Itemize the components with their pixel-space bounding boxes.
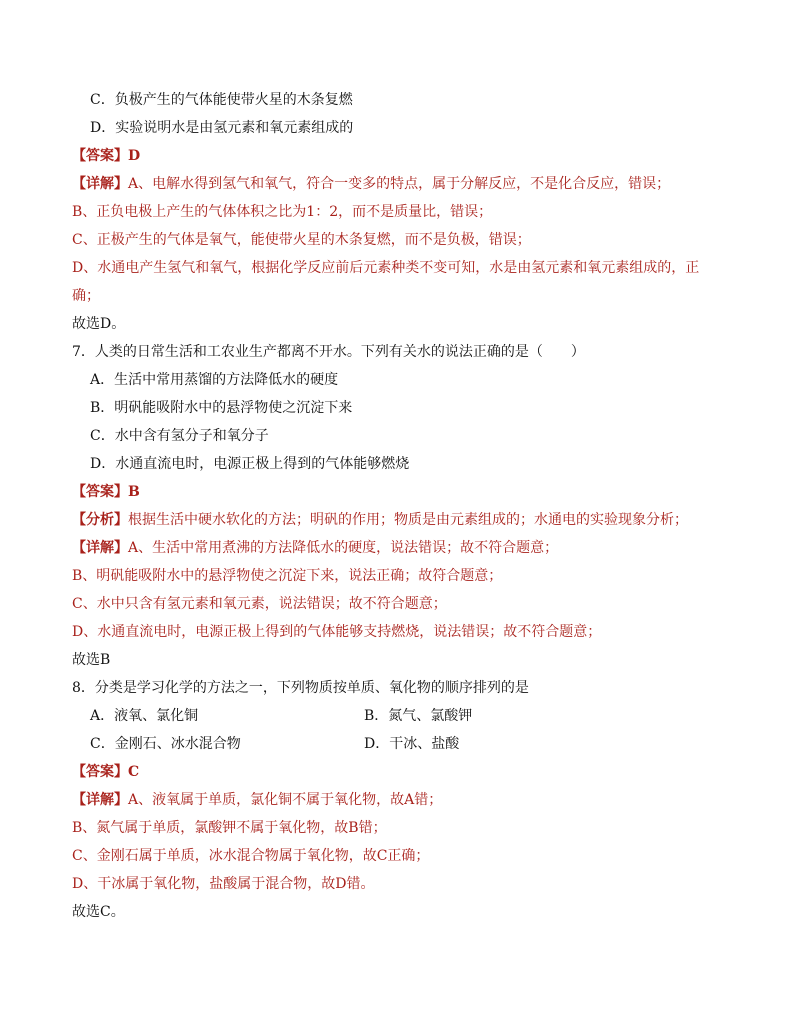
q8-option-c: C．金刚石、冰水混合物 bbox=[90, 736, 241, 752]
detail-tag: 【详解】 bbox=[72, 540, 128, 556]
q6-detail-row bbox=[72, 174, 670, 194]
q6-detail-b: B、正负电极上产生的气体体积之比为1：2，而不是质量比，错误； bbox=[72, 204, 493, 220]
detail-tag: 【详解】 bbox=[72, 176, 128, 192]
q7-option-b: B．明矾能吸附水中的悬浮物使之沉淀下来 bbox=[90, 400, 353, 416]
q8-detail-c: C、金刚石属于单质，冰水混合物属于氧化物，故C正确； bbox=[72, 848, 430, 864]
q7-detail-row bbox=[72, 538, 558, 558]
q6-detail-d-cont: 确； bbox=[72, 288, 100, 304]
q6-option-d: D．实验说明水是由氢元素和氧元素组成的 bbox=[90, 120, 354, 136]
analysis-tag: 【分析】 bbox=[72, 512, 128, 528]
q6-detail-c: C、正极产生的气体是氧气，能使带火星的木条复燃，而不是负极，错误； bbox=[72, 232, 531, 248]
q7-analysis-row bbox=[72, 510, 688, 530]
answer-value: C bbox=[128, 764, 140, 780]
detail-text: A、电解水得到氢气和氧气，符合一变多的特点，属于分解反应，不是化合反应，错误； bbox=[128, 176, 671, 192]
detail-tag: 【详解】 bbox=[72, 792, 128, 808]
q7-detail-c: C、水中只含有氢元素和氧元素，说法错误；故不符合题意； bbox=[72, 596, 447, 612]
q6-answer-row bbox=[72, 146, 140, 166]
q8-stem: 8．分类是学习化学的方法之一，下列物质按单质、氧化物的顺序排列的是 bbox=[72, 680, 529, 696]
q8-detail-b: B、氮气属于单质，氯酸钾不属于氧化物，故B错； bbox=[72, 820, 387, 836]
detail-text: A、液氧属于单质，氯化铜不属于氧化物，故A错； bbox=[128, 792, 443, 808]
q8-option-b: B．氮气、氯酸钾 bbox=[364, 708, 473, 724]
answer-tag: 【答案】 bbox=[72, 484, 128, 500]
q8-answer-row bbox=[72, 762, 139, 782]
q7-detail-b: B、明矾能吸附水中的悬浮物使之沉淀下来，说法正确；故符合题意； bbox=[72, 568, 503, 584]
answer-value: D bbox=[128, 148, 141, 164]
q8-option-d: D．干冰、盐酸 bbox=[364, 736, 460, 752]
q6-option-c: C．负极产生的气体能使带火星的木条复燃 bbox=[90, 92, 353, 108]
q8-detail-row bbox=[72, 790, 442, 810]
q6-detail-d: D、水通电产生氢气和氧气，根据化学反应前后元素种类不变可知，水是由氢元素和氧元素组成的，正 bbox=[72, 260, 700, 276]
q7-stem: 7．人类的日常生活和工农业生产都离不开水。下列有关水的说法正确的是（ ） bbox=[72, 344, 585, 360]
answer-value: B bbox=[128, 484, 140, 500]
q7-option-c: C．水中含有氢分子和氧分子 bbox=[90, 428, 269, 444]
q8-detail-d: D、干冰属于氧化物，盐酸属于混合物，故D错。 bbox=[72, 876, 375, 892]
analysis-text: 根据生活中硬水软化的方法；明矾的作用；物质是由元素组成的；水通电的实验现象分析； bbox=[128, 512, 688, 528]
q8-option-a: A．液氧、氯化铜 bbox=[90, 708, 199, 724]
answer-tag: 【答案】 bbox=[72, 764, 128, 780]
answer-tag: 【答案】 bbox=[72, 148, 128, 164]
q7-conclusion: 故选B bbox=[72, 652, 111, 668]
q7-option-d: D．水通直流电时，电源正极上得到的气体能够燃烧 bbox=[90, 456, 410, 472]
q7-answer-row bbox=[72, 482, 140, 502]
q7-detail-d: D、水通直流电时，电源正极上得到的气体能够支持燃烧，说法错误；故不符合题意； bbox=[72, 624, 602, 640]
q6-conclusion: 故选D。 bbox=[72, 316, 126, 332]
detail-text: A、生活中常用煮沸的方法降低水的硬度，说法错误；故不符合题意； bbox=[128, 540, 559, 556]
q7-option-a: A．生活中常用蒸馏的方法降低水的硬度 bbox=[90, 372, 339, 388]
q8-conclusion: 故选C。 bbox=[72, 904, 125, 920]
